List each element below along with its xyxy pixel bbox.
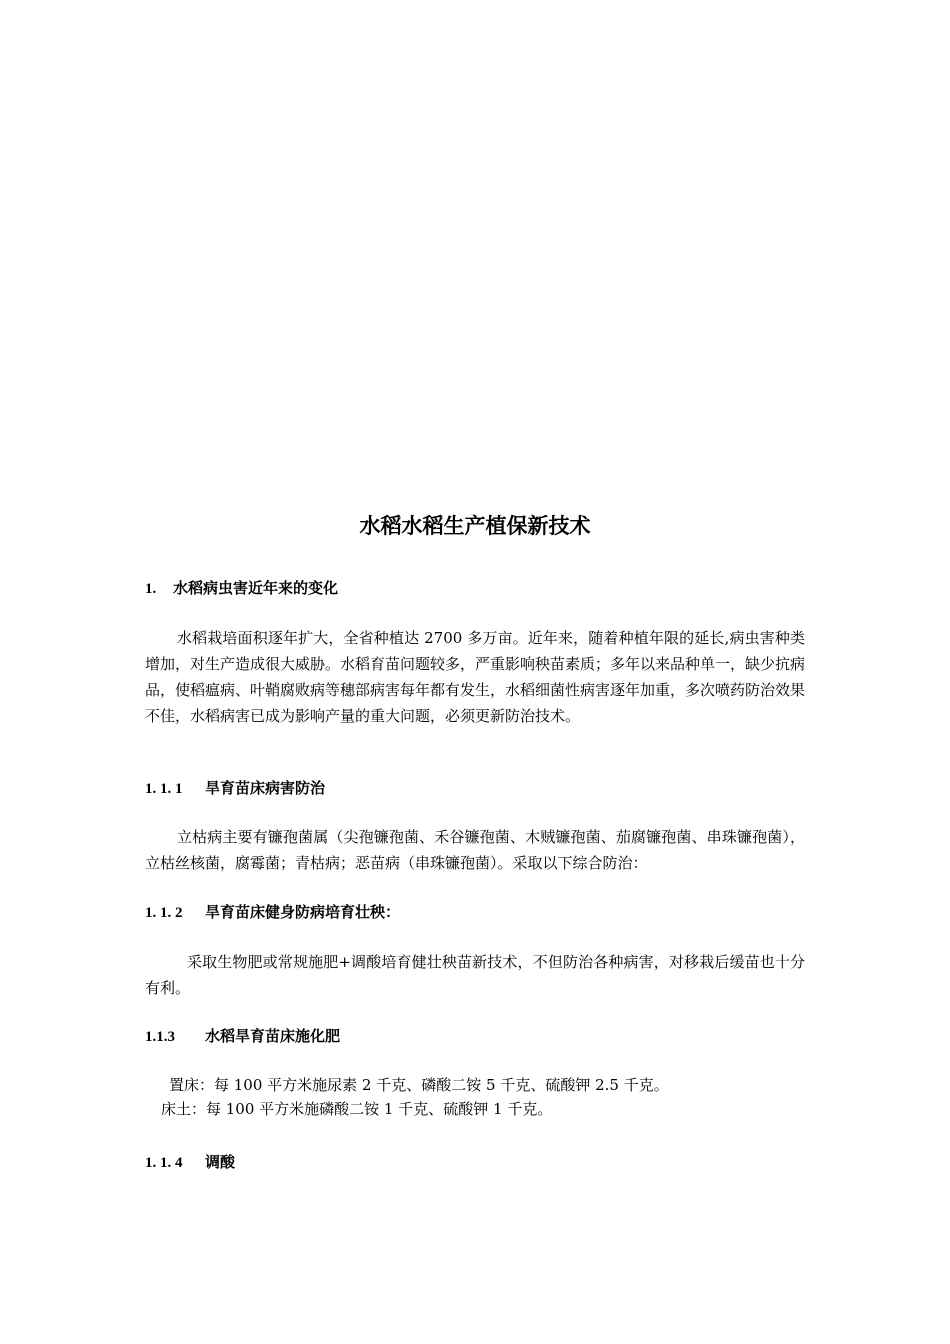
- section-1-1-3-title: 水稻旱育苗床施化肥: [205, 1027, 341, 1045]
- section-1-paragraph: 水稻栽培面积逐年扩大，全省种植达 2700 多万亩。近年来，随着种植年限的延长,病虫害种类增加，对生产造成很大威胁。水稻育苗问题较多，严重影响秧苗素质；多年以来品种单一，缺少抗病品，使稻瘟病、叶鞘腐败病等穗部病害每年都有发生，水稻细菌性病害逐年加重，多次喷药防治效果不佳，水稻病害已成为影响产量的重大问题，必须更新防治技术。: [145, 629, 806, 725]
- section-1-1-1-title: 旱育苗床病害防治: [205, 779, 326, 797]
- section-1-1-2-number: 1. 1. 2: [145, 905, 183, 921]
- section-1-1-2-title: 旱育苗床健身防病培育壮秧：: [205, 903, 401, 921]
- section-1-1-3-line-1: 置床：每 100 平方米施尿素 2 千克、磷酸二铵 5 千克、硫酸钾 2.5 千克。: [169, 1076, 669, 1094]
- section-1-1-3-line-2: 床土：每 100 平方米施磷酸二铵 1 千克、硫酸钾 1 千克。: [161, 1100, 553, 1118]
- section-1-1-1-number: 1. 1. 1: [145, 781, 183, 797]
- document-title: 水稻水稻生产植保新技术: [359, 514, 591, 538]
- section-1-number: 1.: [145, 581, 157, 597]
- section-1-1-4-heading: [145, 1151, 805, 1174]
- section-1-1-1-paragraph: 立枯病主要有镰孢菌属（尖孢镰孢菌、禾谷镰孢菌、木贼镰孢菌、茄腐镰孢菌、串珠镰孢菌），立枯丝核菌，腐霉菌；青枯病；恶苗病（串珠镰孢菌）。采取以下综合防治：: [145, 828, 805, 872]
- section-1-heading: [145, 577, 805, 600]
- section-1-title: 水稻病虫害近年来的变化: [173, 579, 339, 597]
- section-1-1-4-number: 1. 1. 4: [145, 1155, 183, 1171]
- section-1-1-1-heading: [145, 777, 805, 800]
- section-1-1-3-heading: [145, 1025, 805, 1048]
- section-1-1-4-title: 调酸: [205, 1153, 236, 1171]
- section-1-1-2-heading: [145, 901, 805, 924]
- section-1-1-2-paragraph: 采取生物肥或常规施肥+调酸培育健壮秧苗新技术，不但防治各种病害，对移栽后缓苗也十分有利。: [145, 953, 805, 997]
- section-1-1-3-number: 1.1.3: [145, 1029, 175, 1045]
